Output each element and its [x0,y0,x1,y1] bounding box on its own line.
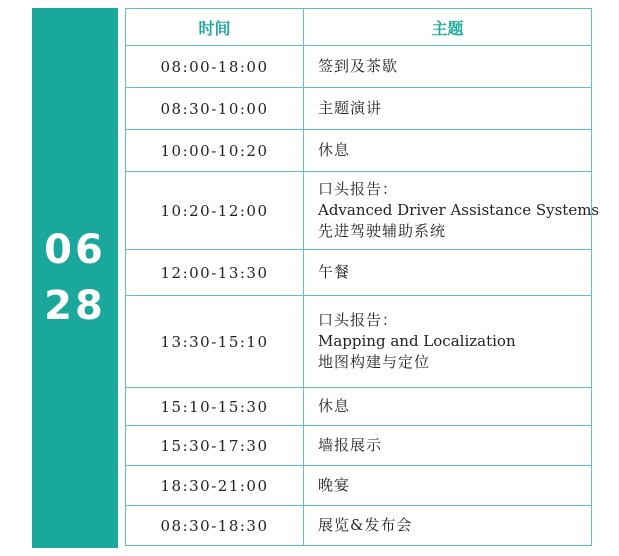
time-cell: 15:10-15:30 [126,388,304,426]
topic-line: 口头报告： [318,180,399,198]
topic-cell [304,506,592,546]
topic-cell [304,46,592,88]
time-cell: 08:30-10:00 [126,88,304,130]
table-row [126,466,592,506]
time-cell: 10:20-12:00 [126,172,304,250]
table-row [126,506,592,546]
topic-line: 主题演讲 [318,99,383,117]
topic-line: 午餐 [318,263,351,281]
table-header-row [126,9,592,46]
topic-cell [304,88,592,130]
topic-line: 展览&发布会 [318,516,413,534]
topic-cell [304,172,600,250]
topic-cell [304,296,592,388]
time-cell: 15:30-17:30 [126,426,304,466]
date-panel [32,8,118,548]
topic-line: 签到及茶歇 [318,57,399,75]
time-cell: 13:30-15:10 [126,296,304,388]
table-row [126,46,592,88]
time-cell: 08:30-18:30 [126,506,304,546]
time-cell: 12:00-13:30 [126,250,304,296]
time-cell: 08:00-18:00 [126,46,304,88]
header-time: 时间 [126,9,304,46]
topic-line: Mapping and Localization [318,332,516,350]
time-cell: 10:00-10:20 [126,130,304,172]
table-row [126,172,592,250]
topic-line: 墙报展示 [318,436,383,454]
date-day: 28 [44,283,106,329]
table-row [126,426,592,466]
topic-cell [304,388,592,426]
topic-cell [304,426,592,466]
time-cell: 18:30-21:00 [126,466,304,506]
topic-line: 地图构建与定位 [318,353,431,371]
topic-line: Advanced Driver Assistance Systems [318,201,600,219]
schedule-table [125,8,600,546]
topic-line: 休息 [318,141,351,159]
table-row [126,296,592,388]
topic-line: 先进驾驶辅助系统 [318,222,447,240]
topic-line: 口头报告： [318,311,399,329]
header-topic: 主题 [304,9,592,46]
table-row [126,88,592,130]
topic-line: 晚宴 [318,476,351,494]
topic-cell [304,250,592,296]
topic-cell [304,466,592,506]
table-row [126,388,592,426]
topic-cell [304,130,592,172]
date-month: 06 [44,227,106,273]
table-row [126,130,592,172]
table-row [126,250,592,296]
topic-line: 休息 [318,397,351,415]
